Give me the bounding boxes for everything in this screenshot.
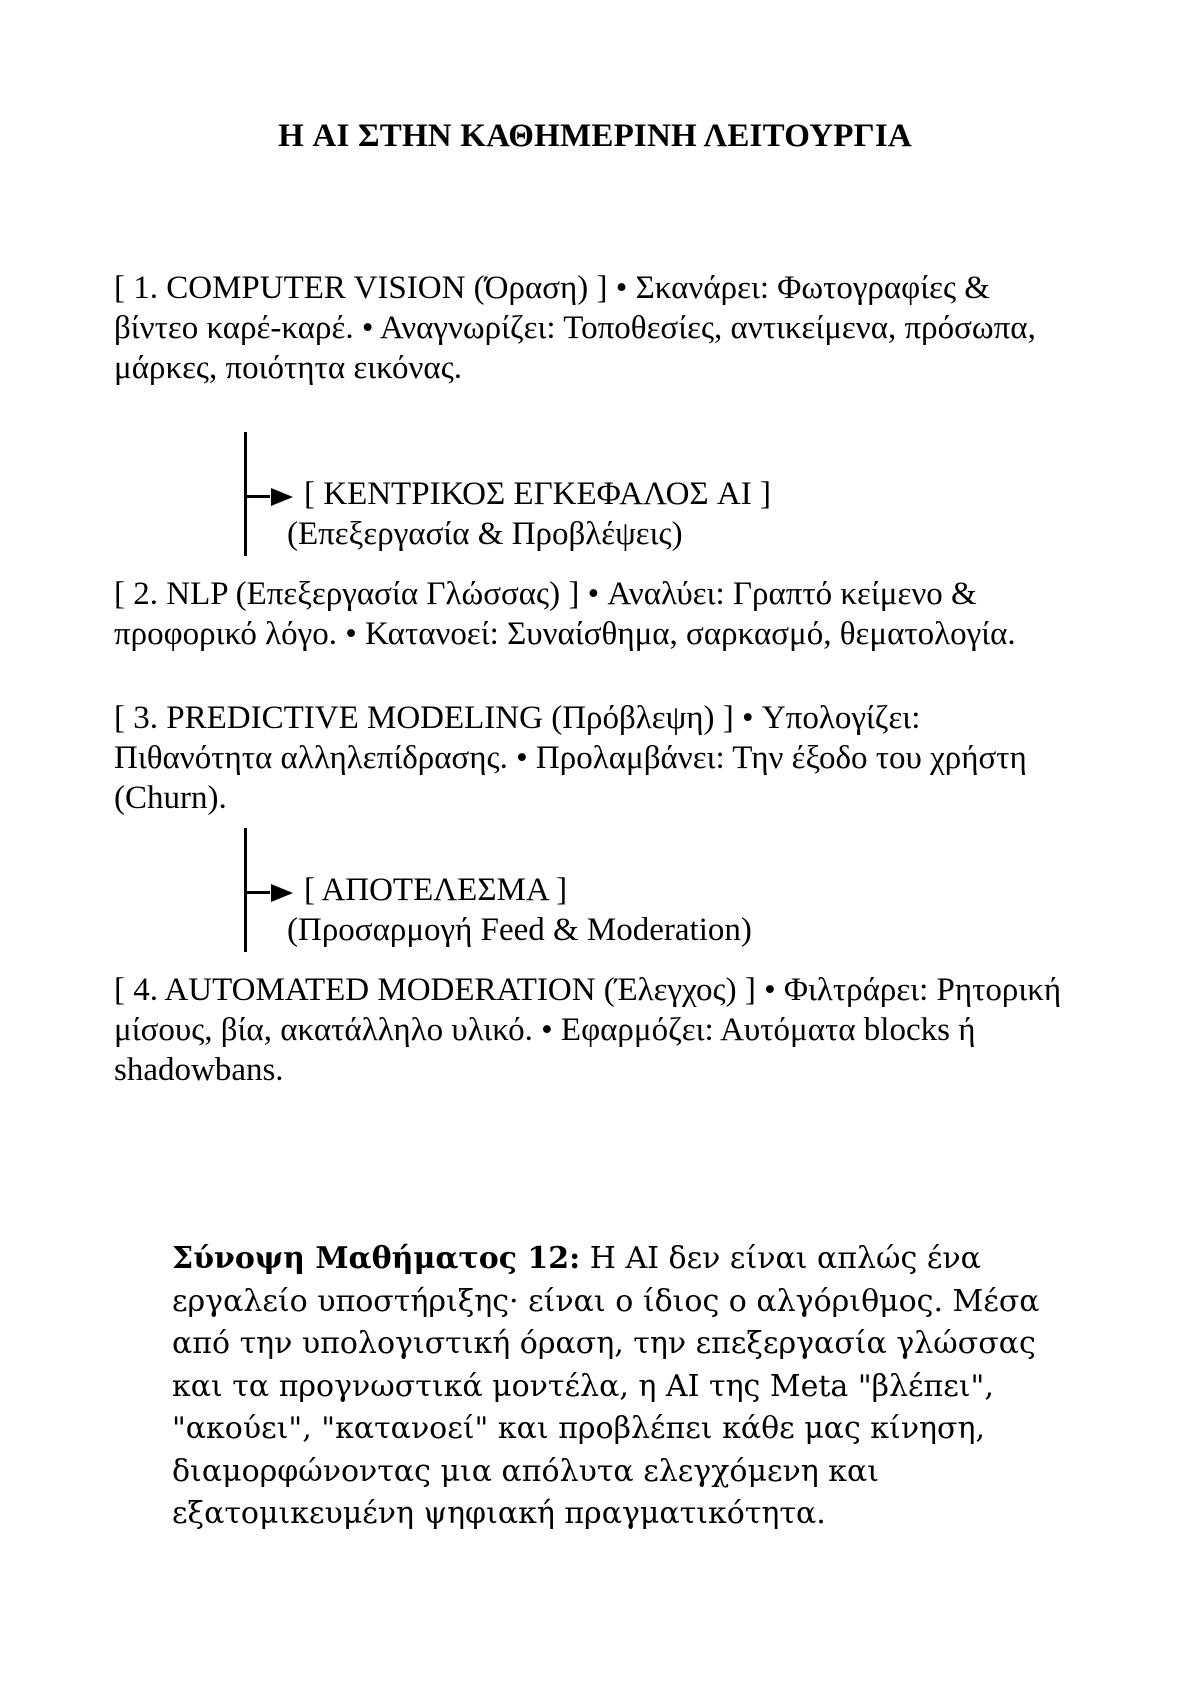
section-predictive-modeling: [ 3. PREDICTIVE MODELING (Πρόβλεψη) ] • Υπολογίζει: Πιθανότητα αλληλεπίδρασης. • Προλαμβάνει: Την έξοδο του χρήστη (Churn). <box>114 700 1027 816</box>
connector-vertical-line <box>244 432 247 556</box>
summary-heading: Σύνοψη Μαθήματος 12: <box>172 1241 581 1276</box>
arrow-right-icon <box>271 488 293 506</box>
connector-sublabel: (Επεξεργασία & Προβλέψεις) <box>287 516 683 552</box>
section-nlp: [ 2. NLP (Επεξεργασία Γλώσσας) ] • Αναλύει: Γραπτό κείμενο & προφορικό λόγο. • Κατανοεί: Συναίσθημα, σαρκασμό, θεματολογία. <box>114 576 1016 652</box>
connector-vertical-line <box>244 828 247 952</box>
page-title: Η AI ΣΤΗΝ ΚΑΘΗΜΕΡΙΝΗ ΛΕΙΤΟΥΡΓΙΑ <box>278 118 912 154</box>
arrow-right-icon <box>271 884 293 902</box>
summary-body: Η AI δεν είναι απλώς ένα εργαλείο υποστήριξης· είναι ο ίδιος ο αλγόριθμος. Μέσα από την υπολογιστική όραση, την επεξεργασία γλώσσας και τα προγνωστικά μοντέλα, η AI της Meta "βλέπει", "ακούει", "κατανοεί" και προβλέπει κάθε μας κίνηση, διαμορφώνοντας μια απόλυτα ελεγχόμενη και εξατομικευμένη ψηφιακή πραγματικότητα. <box>172 1241 1040 1531</box>
summary-block <box>172 1238 1052 1536</box>
section-automated-moderation: [ 4. AUTOMATED MODERATION (Έλεγχος) ] • Φιλτράρει: Ρητορική μίσους, βία, ακατάλληλο υλικό. • Εφαρμόζει: Αυτόματα blocks ή shadowbans. <box>114 972 1062 1088</box>
connector-label: [ ΑΠΟΤΕΛΕΣΜΑ ] <box>304 872 568 908</box>
connector-sublabel: (Προσαρμογή Feed & Moderation) <box>287 912 752 948</box>
connector-horizontal-line <box>244 495 270 498</box>
section-computer-vision: [ 1. COMPUTER VISION (Όραση) ] • Σκανάρει: Φωτογραφίες & βίντεο καρέ-καρέ. • Αναγνωρίζει: Τοποθεσίες, αντικείμενα, πρόσωπα, μάρκες, ποιότητα εικόνας. <box>114 270 1036 386</box>
connector-horizontal-line <box>244 891 270 894</box>
connector-label: [ ΚΕΝΤΡΙΚΟΣ ΕΓΚΕΦΑΛΟΣ AI ] <box>304 476 771 512</box>
